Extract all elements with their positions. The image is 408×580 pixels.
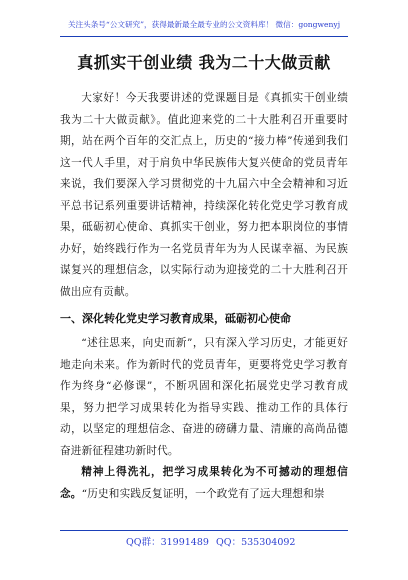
document-body [60, 88, 348, 505]
page-footer [60, 530, 348, 555]
section-heading: 一、深化转化党史学习教育成果，砥砺初心使命 [60, 312, 291, 325]
qq-contact-number: QQ：535304092 [216, 537, 296, 548]
header-promo-text: 关注头条号“公文研究”，获得最新最全最专业的公文资料库！ 微信：gongwenyj [67, 20, 341, 29]
intro-paragraph: 大家好！今天我要讲述的党课题目是《真抓实干创业绩 我为二十大做贡献》。值此迎来党的二十大胜利召开重要时期，站在两个百年的交汇点上，历史的“接力棒”传递到我们这一代人手里，对于肩负中华民族伟大复兴使命的党员青年来说，我们要深入学习贯彻党的十九届六中全会精神和习近平总书记系列重要讲话精神，持续深化转化党史学习教育成果，砥砺初心使命、真抓实干创业，努力把本职岗位的事情办好，始终践行作为一名党员青年为为人民谋幸福、为民族谋复兴的理想信念，以实际行动为迎接党的二十大胜利召开做出应有贡献。 [60, 92, 348, 298]
paragraph-continuation: “历史和实践反复证明，一个政党有了远大理想和崇 [81, 487, 325, 500]
document-title: 真抓实干创业绩 我为二十大做贡献 [77, 53, 331, 72]
page-header [60, 14, 348, 37]
section-paragraph: “述往思来，向史而新”，只有深入学习历史，才能更好地走向未来。作为新时代的党员青年，更要将党史学习教育作为终身“必修课”，不断巩固和深化拓展党史学习教育成果，努力把学习成果转化为指导实践、推动工作的具体行动，以坚定的理想信念、奋进的磅礴力量、清廉的高尚品德奋进新征程建功新时代。 [60, 337, 348, 457]
qq-group-number: QQ群：31991489 [126, 537, 209, 548]
section-paragraph-2 [60, 462, 348, 505]
bold-lead-sentence: 精神上得洗礼，把学习成果转化为不可撼动的理想信念。 [60, 466, 348, 500]
